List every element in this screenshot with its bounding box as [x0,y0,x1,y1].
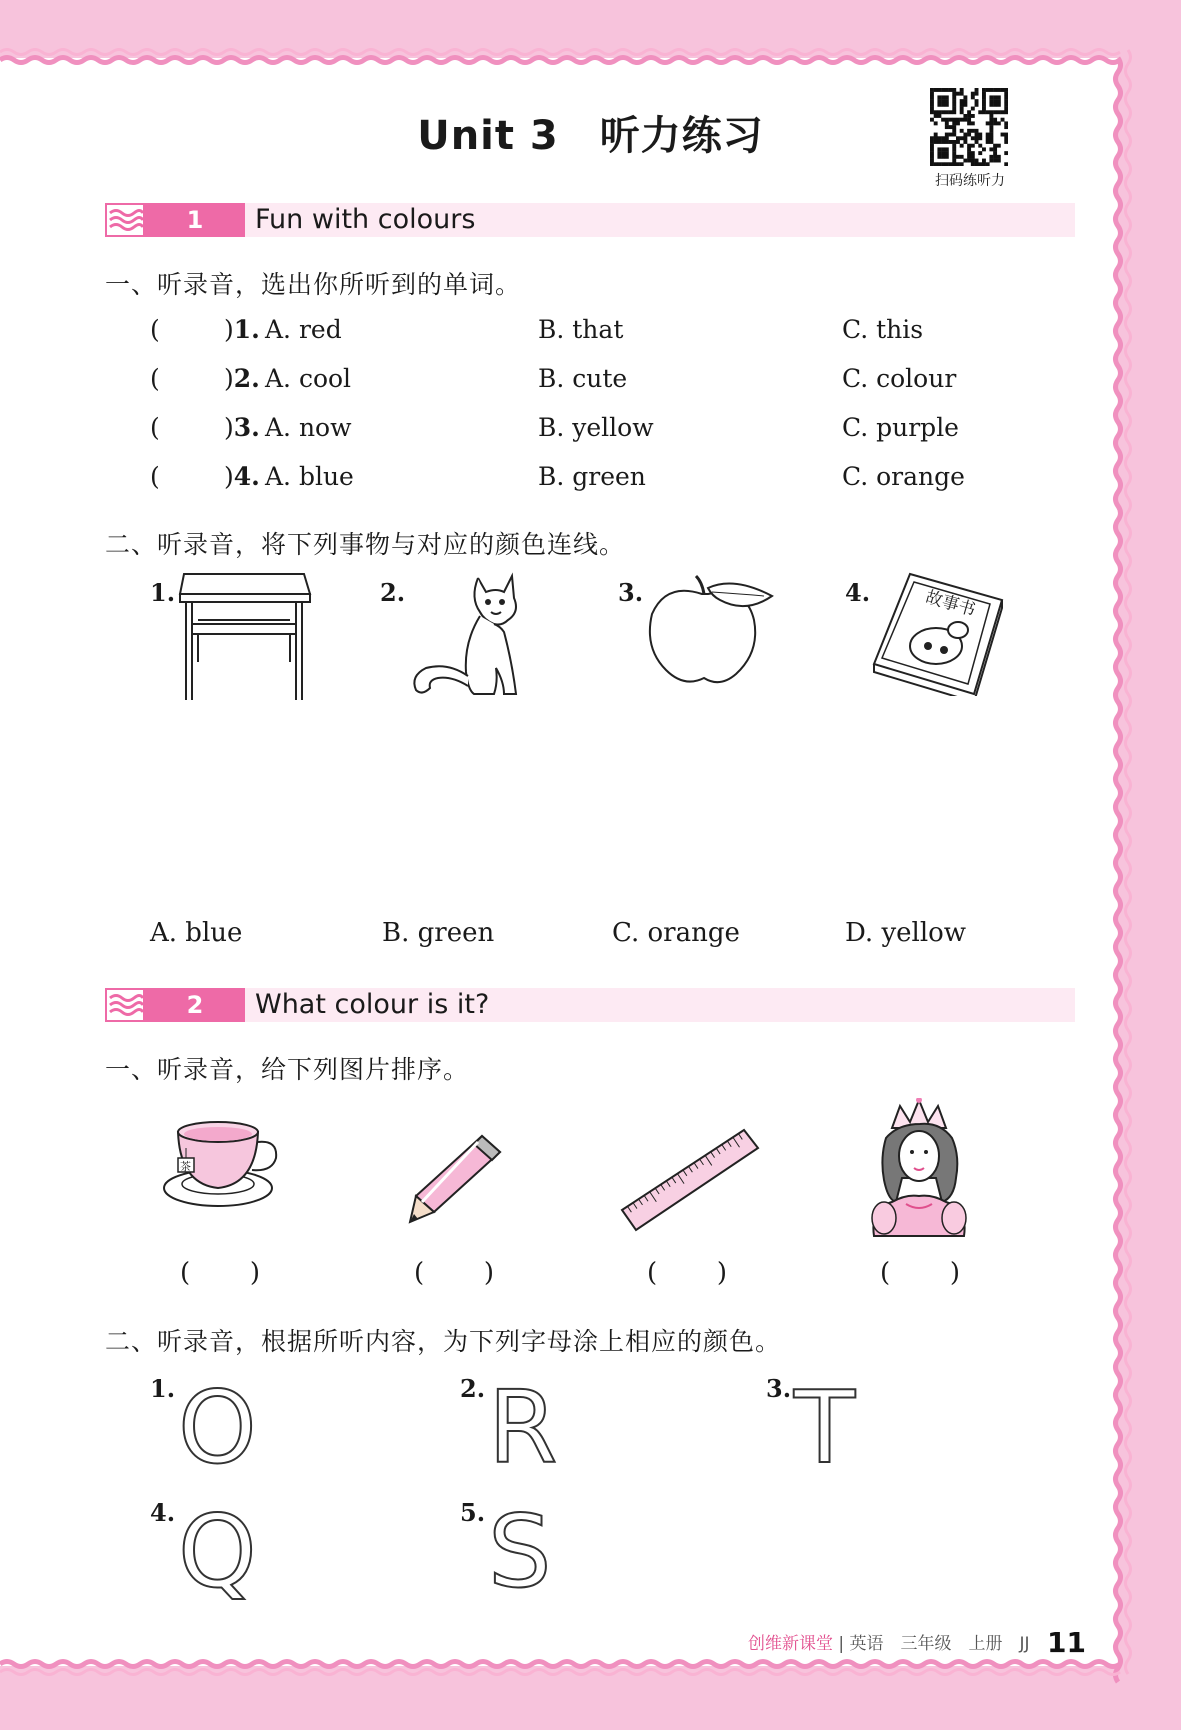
option-b: B. cute [538,364,628,393]
answer-blank[interactable]: ( [150,315,160,344]
ruler-icon [620,1128,760,1232]
section-number: 1 [145,203,245,237]
item-number: 4. [845,578,871,607]
answer-blank[interactable]: ( [150,413,160,442]
footer-separator: | [838,1634,845,1654]
apple-icon [646,572,776,688]
cat-icon [408,572,538,700]
option-a: A. cool [265,364,352,393]
option-b: B. yellow [538,413,654,442]
color-option[interactable]: A. blue [150,918,243,948]
item-number: 4. [150,1498,176,1527]
item-number: 2. [380,578,406,607]
question-row: ( )3. A. now B. yellow C. purple [150,413,959,442]
instruction-2-1: 一、听录音，给下列图片排序。 [105,1055,470,1084]
order-blank[interactable]: ( ) [414,1258,494,1288]
color-option[interactable]: D. yellow [845,918,967,948]
desk-icon [176,572,312,702]
section-number: 2 [145,988,245,1022]
letter-outline-o[interactable]: O [178,1369,257,1486]
princess-icon [862,1098,976,1238]
teacup-icon [162,1118,284,1214]
item-number: 1. [150,1374,176,1403]
item-number: 2. [460,1374,486,1403]
item-number: 3. [766,1374,792,1403]
color-option[interactable]: B. green [382,918,495,948]
page-number: 11 [1046,1626,1086,1659]
instruction-1-2: 二、听录音，将下列事物与对应的颜色连线。 [105,530,626,559]
section-title: What colour is it? [255,989,490,1020]
item-number: 5. [460,1498,486,1527]
question-row: ( )2. A. cool B. cute C. colour [150,364,957,393]
option-c: C. this [842,315,924,344]
waves-icon [105,203,145,237]
order-blank[interactable]: ( ) [180,1258,260,1288]
option-c: C. purple [842,413,959,442]
letter-outline-r[interactable]: R [488,1369,558,1486]
option-b: B. that [538,315,624,344]
letter-outline-t[interactable]: T [794,1369,856,1486]
instruction-1-1: 一、听录音，选出你所听到的单词。 [105,270,522,299]
color-option[interactable]: C. orange [612,918,740,948]
option-a: A. red [265,315,342,344]
svg-text:茶: 茶 [180,1160,191,1173]
section-title: Fun with colours [255,204,476,235]
page-title: Unit 3 听力练习 [417,113,764,159]
letter-outline-s[interactable]: S [488,1493,552,1610]
section-1-header [105,203,1075,237]
footer-brand: 创维新课堂 [748,1634,833,1654]
item-number: 3. [618,578,644,607]
item-number: 1. [150,578,176,607]
instruction-2-2: 二、听录音，根据所听内容，为下列字母涂上相应的颜色。 [105,1327,782,1356]
option-b: B. green [538,462,646,491]
storybook-icon [870,572,1004,696]
section-2-header [105,988,1075,1022]
letter-outline-q[interactable]: Q [178,1493,257,1610]
option-c: C. orange [842,462,965,491]
answer-blank[interactable]: ( [150,364,160,393]
option-a: A. blue [265,462,354,491]
order-blank[interactable]: ( ) [880,1258,960,1288]
footer-subject: 英语 三年级 上册 JJ [849,1634,1030,1654]
page-footer [748,1626,1086,1659]
question-row: ( )4. A. blue B. green C. orange [150,462,965,491]
pencil-icon [408,1132,504,1224]
question-row: ( )1. A. red B. that C. this [150,315,924,344]
answer-blank[interactable]: ( [150,462,160,491]
option-c: C. colour [842,364,957,393]
option-a: A. now [265,413,352,442]
qr-caption: 扫码练听力 [935,173,1005,189]
svg-text:故事书: 故事书 [923,587,978,621]
waves-icon [105,988,145,1022]
qr-code-icon[interactable] [930,88,1008,166]
order-blank[interactable]: ( ) [647,1258,727,1288]
